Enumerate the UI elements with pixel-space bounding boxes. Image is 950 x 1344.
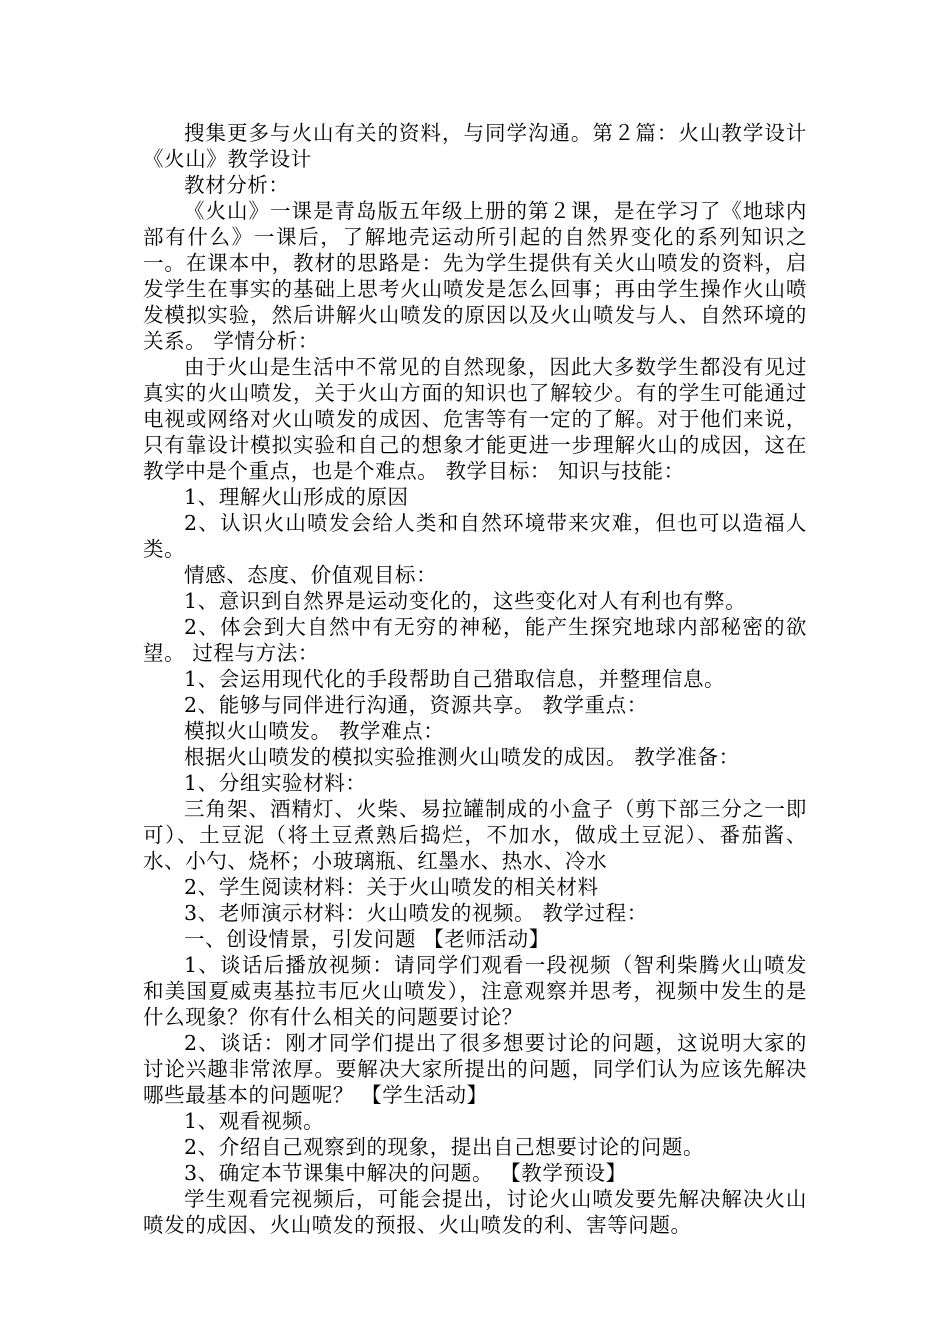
- paragraph: 情感、态度、价值观目标：: [184, 563, 438, 587]
- paragraph: 三角架、酒精灯、火柴、易拉罐制成的小盒子（剪下部三分之一即可）、土豆泥（将土豆煮熟后捣烂，不加水，做成土豆泥）、番茄酱、水、小勺、烧杯；小玻璃瓶、红墨水、热水、冷水: [143, 797, 807, 873]
- paragraph: 2、认识火山喷发会给人类和自然环境带来灾难，但也可以造福人类。: [143, 511, 807, 561]
- paragraph: 3、老师演示材料：火山喷发的视频。 教学过程：: [184, 901, 648, 925]
- paragraph: 3、确定本节课集中解决的问题。 【教学预设】: [184, 1161, 627, 1185]
- paragraph: 2、体会到大自然中有无穷的神秘，能产生探究地球内部秘密的欲望。 过程与方法：: [143, 615, 807, 665]
- paragraph: 搜集更多与火山有关的资料，与同学沟通。第２篇：火山教学设计《火山》教学设计: [143, 121, 807, 171]
- paragraph: 2、学生阅读材料：关于火山喷发的相关材料: [184, 875, 599, 899]
- paragraph: 教材分析：: [184, 173, 290, 197]
- paragraph: 一、创设情景，引发问题 【老师活动】: [184, 927, 550, 951]
- paragraph: 1、谈话后播放视频：请同学们观看一段视频（智利柴腾火山喷发和美国夏威夷基拉韦厄火山喷发），注意观察并思考，视频中发生的是什么现象？你有什么相关的问题要讨论？: [143, 953, 807, 1029]
- paragraph: 2、介绍自己观察到的现象，提出自己想要讨论的问题。: [184, 1135, 705, 1159]
- paragraph: 1、意识到自然界是运动变化的，这些变化对人有利也有弊。: [184, 589, 747, 613]
- paragraph: 1、分组实验材料：: [184, 771, 367, 795]
- paragraph: 1、观看视频。: [184, 1109, 325, 1133]
- paragraph: 1、会运用现代化的手段帮助自己猎取信息，并整理信息。: [184, 667, 726, 691]
- paragraph: 学生观看完视频后，可能会提出，讨论火山喷发要先解决解决火山喷发的成因、火山喷发的预报、火山喷发的利、害等问题。: [143, 1187, 807, 1237]
- paragraph: 模拟火山喷发。 教学难点：: [184, 719, 445, 743]
- paragraph: 2、谈话：刚才同学们提出了很多想要讨论的问题，这说明大家的讨论兴趣非常浓厚。要解决大家所提出的问题，同学们认为应该先解决哪些最基本的问题呢？ 【学生活动】: [143, 1031, 807, 1107]
- document-body: [143, 120, 807, 1238]
- paragraph: 根据火山喷发的模拟实验推测火山喷发的成因。 教学准备：: [184, 745, 740, 769]
- paragraph: 《火山》一课是青岛版五年级上册的第２课，是在学习了《地球内部有什么》一课后，了解地壳运动所引起的自然界变化的系列知识之一。在课本中，教材的思路是：先为学生提供有关火山喷发的资料，启发学生在事实的基础上思考火山喷发是怎么回事；再由学生操作火山喷发模拟实验，然后讲解火山喷发的原因以及火山喷发与人、自然环境的关系。 学情分析：: [143, 199, 807, 353]
- paragraph: 由于火山是生活中不常见的自然现象，因此大多数学生都没有见过真实的火山喷发，关于火山方面的知识也了解较少。有的学生可能通过电视或网络对火山喷发的成因、危害等有一定的了解。对于他们来说，只有靠设计模拟实验和自己的想象才能更进一步理解火山的成因，这在教学中是个重点，也是个难点。 教学目标： 知识与技能：: [143, 355, 807, 483]
- paragraph: 2、能够与同伴进行沟通，资源共享。 教学重点：: [184, 693, 648, 717]
- paragraph: 1、理解火山形成的原因: [184, 485, 409, 509]
